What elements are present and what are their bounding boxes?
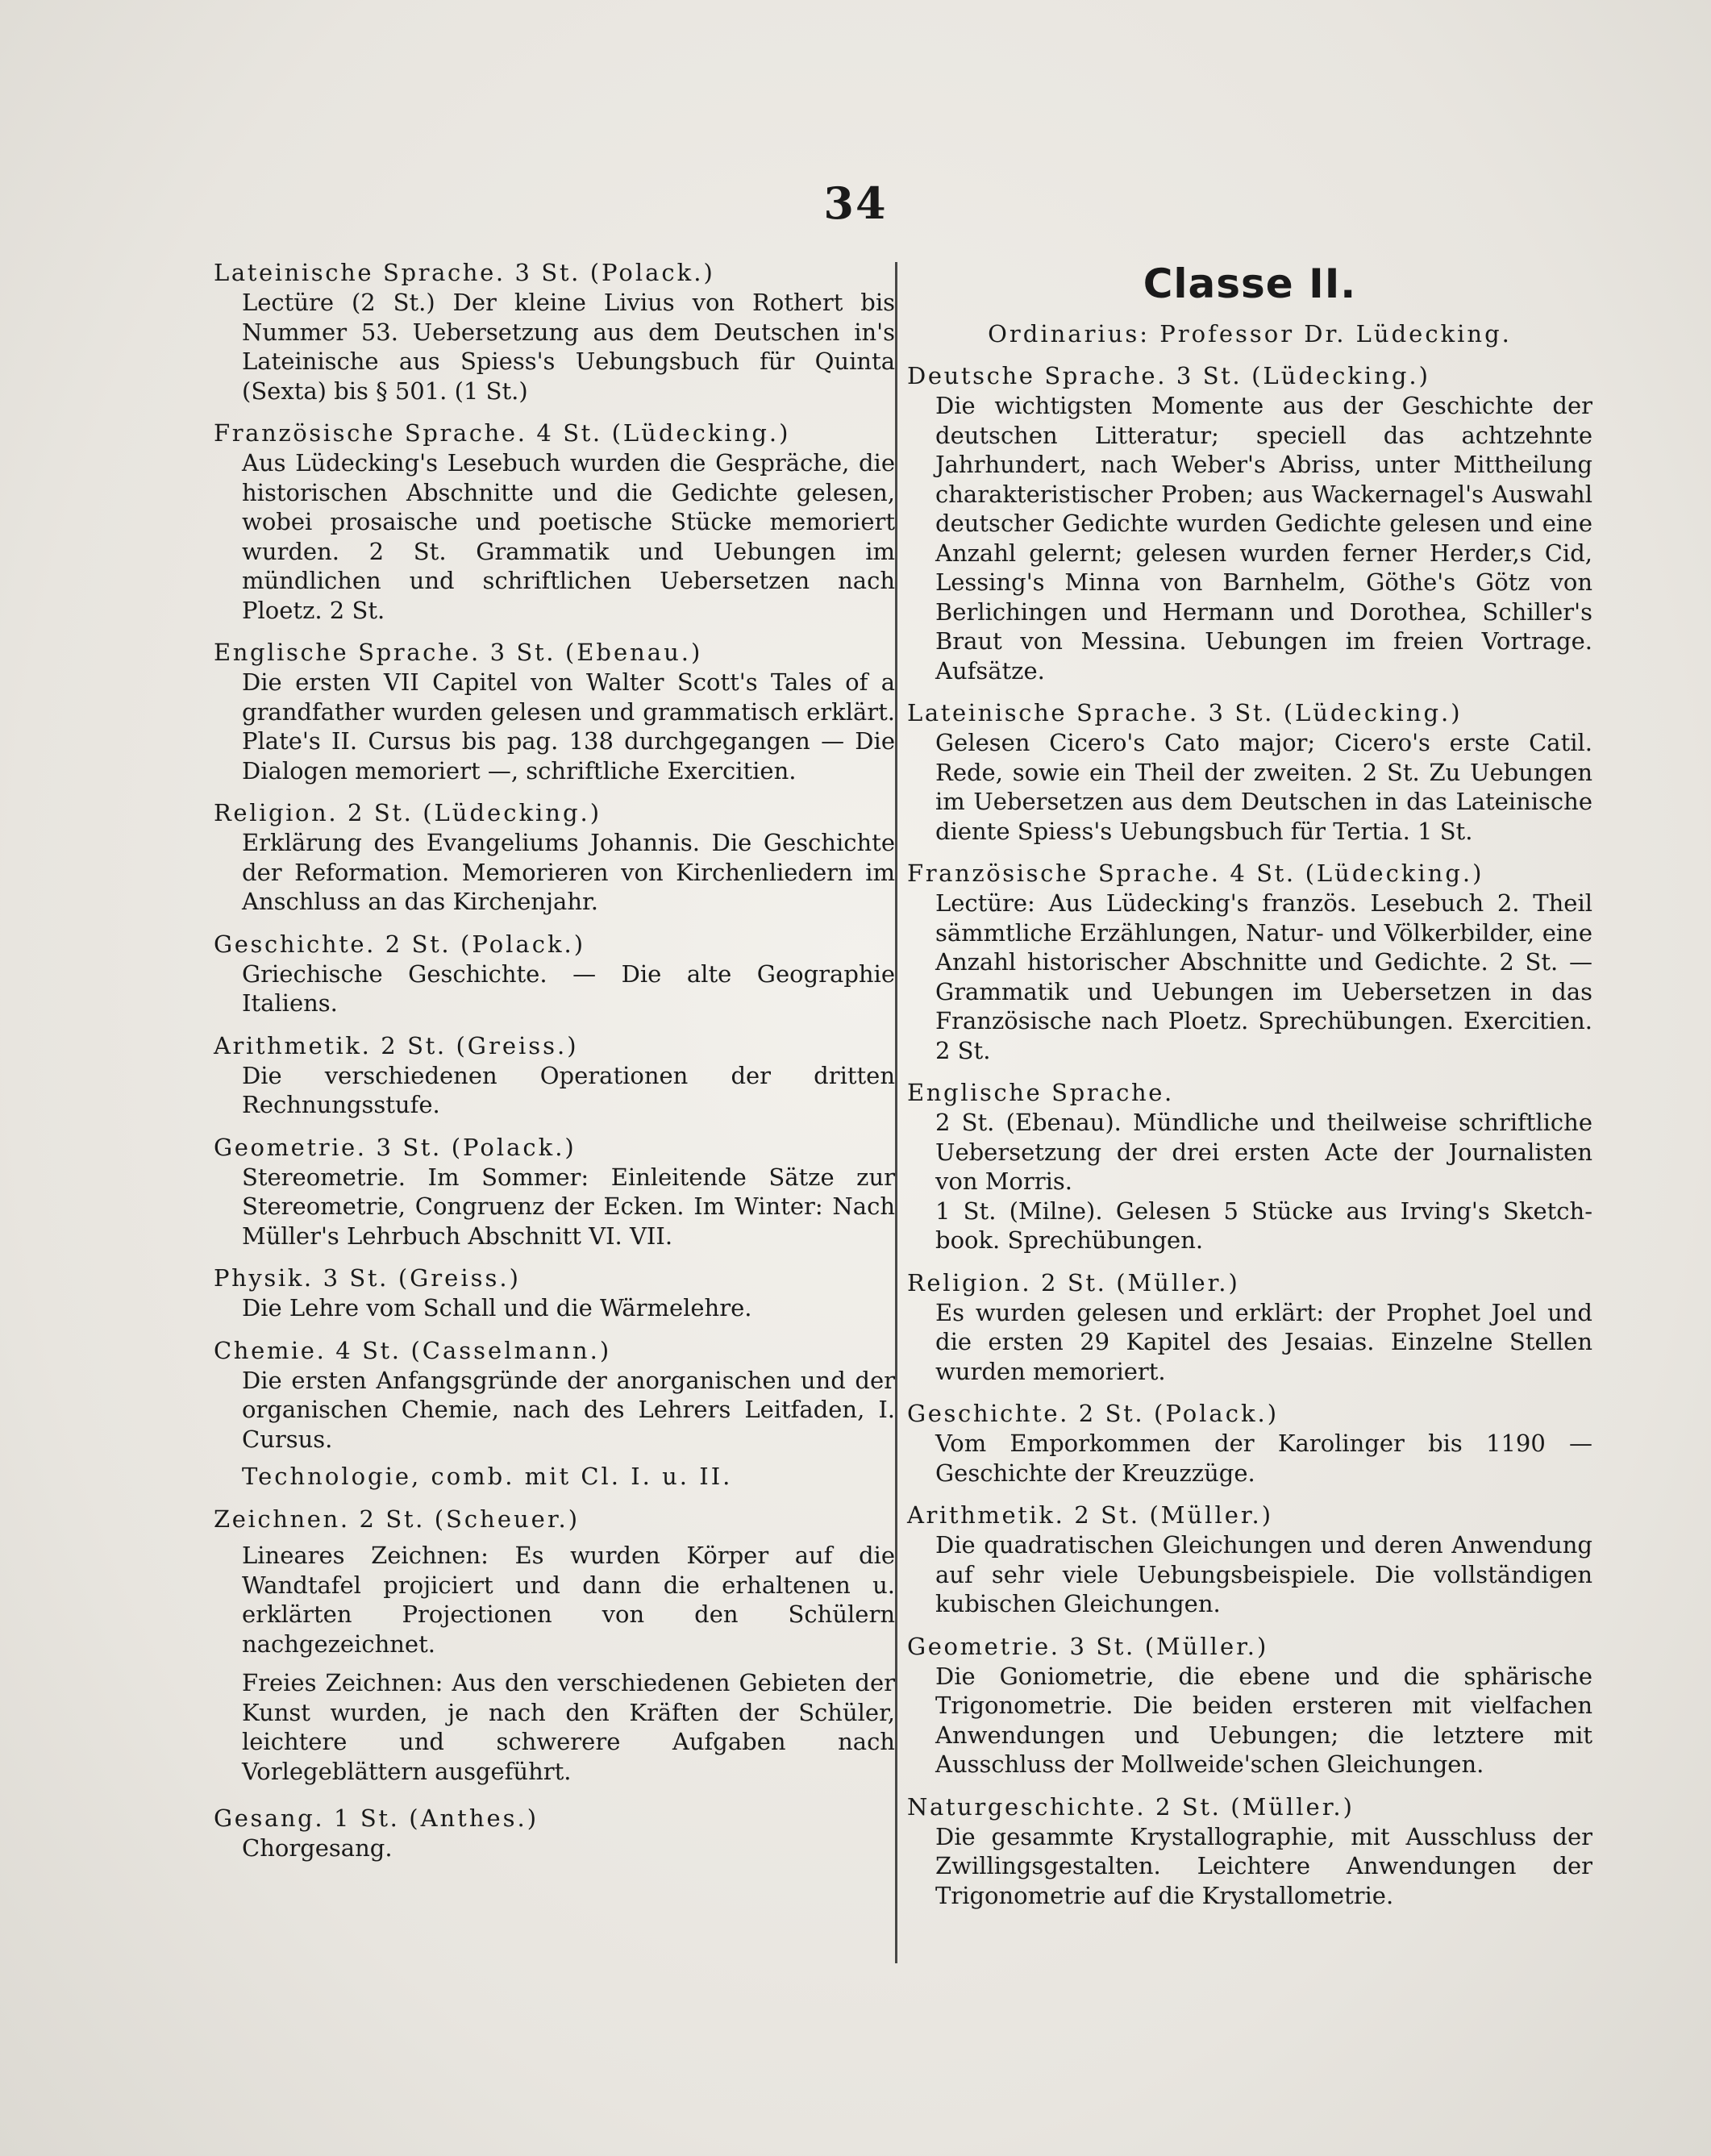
hours: 3 St. [1069, 1632, 1135, 1660]
hours: 4 St. [335, 1336, 402, 1364]
section-geometrie [907, 1632, 1592, 1779]
section-body: Die Goniometrie, die ebene und die sphärische Trigonometrie. Die beiden ersteren mit vielfachen Anwendungen und Uebungen; die letztere mit Ausschluss der Mollweide'schen Gleichungen. [935, 1662, 1592, 1778]
teacher: (Scheuer.) [434, 1505, 581, 1533]
teacher: (Lüdecking.) [1305, 859, 1484, 887]
hours: 1 St. [334, 1804, 400, 1832]
hours: 3 St. [1176, 362, 1243, 389]
section-body: Griechische Geschichte. — Die alte Geographie Italiens. [242, 959, 895, 1017]
subject-name: Geschichte. [214, 930, 376, 958]
section-body: Lectüre (2 St.) Der kleine Livius von Rothert bis Nummer 53. Uebersetzung aus dem Deutschen in's Lateinische aus Spiess's Uebungsbuch für Quinta (Sexta) bis § 501. (1 St.) [242, 289, 895, 405]
hours: 3 St. [323, 1264, 389, 1292]
subject-name: Französische Sprache. [214, 419, 527, 447]
section-geometrie [214, 1133, 895, 1251]
teacher: (Müller.) [1116, 1268, 1240, 1297]
hours: 2 St. [1155, 1792, 1222, 1821]
section-heading [214, 930, 895, 959]
section-zeichnen [214, 1505, 895, 1786]
section-body-2: Freies Zeichnen: Aus den verschiedenen Gebieten der Kunst wurden, je nach den Kräften der Schüler, leichtere und schwerere Aufgaben nach Vorlegeblättern ausgeführt. [242, 1669, 895, 1785]
section-heading [214, 638, 895, 668]
section-heading [214, 1031, 895, 1061]
section-body: Die verschiedenen Operationen der dritten Rechnungsstufe. [242, 1061, 895, 1118]
subject-name: Geometrie. [214, 1133, 367, 1161]
section-geschichte [214, 930, 895, 1018]
section-body: Stereometrie. Im Sommer: Einleitende Sätze zur Stereometrie, Congruenz der Ecken. Im Winter: Nach Müller's Lehrbuch Abschnitt VI. VII. [242, 1163, 895, 1250]
section-body: Lineares Zeichnen: Es wurden Körper auf die Wandtafel projiciert und dann die erhaltenen u. erklärten Projectionen von den Schülern nachgezeichnet. [242, 1542, 895, 1658]
section-lateinische-sprache [214, 258, 895, 406]
hours: 4 St. [536, 419, 602, 447]
subject-name: Englische Sprache. [907, 1079, 1174, 1106]
section-heading [214, 1804, 895, 1833]
subject-name: Arithmetik. [214, 1031, 372, 1059]
teacher: (Anthes.) [409, 1804, 539, 1832]
section-body: Erklärung des Evangeliums Johannis. Die Geschichte der Reformation. Memorieren von Kirchenliedern im Anschluss an das Kirchenjahr. [242, 829, 895, 915]
hours: 2 St. [1074, 1501, 1140, 1529]
section-body: Vom Emporkommen der Karolinger bis 1190 — Geschichte der Kreuzzüge. [935, 1430, 1592, 1487]
teacher: (Müller.) [1144, 1632, 1269, 1660]
teacher: (Lüdecking.) [1283, 699, 1463, 726]
section-body: Die ersten VII Capitel von Walter Scott's Tales of a grandfather wurden gelesen und grammatisch erklärt. Plate's II. Cursus bis pag. 138 durchgegangen — Die Dialogen memoriert —, schriftliche Exercitien. [242, 668, 895, 785]
section-arithmetik [907, 1500, 1592, 1619]
subject-name: Geometrie. [907, 1632, 1060, 1660]
section-arithmetik [214, 1031, 895, 1120]
left-column [214, 258, 895, 1876]
section-heading [214, 1263, 895, 1293]
subject-name: Lateinische Sprache. [214, 259, 506, 286]
teacher: (Lüdecking.) [611, 419, 791, 447]
subject-name: Lateinische Sprache. [907, 699, 1199, 726]
hours: 4 St. [1230, 859, 1296, 887]
section-heading [214, 798, 895, 828]
teacher: (Polack.) [1154, 1400, 1280, 1427]
section-heading [907, 361, 1592, 391]
teacher: (Müller.) [1149, 1501, 1274, 1529]
section-heading [214, 1336, 895, 1366]
teacher: (Ebenau.) [564, 639, 703, 666]
section-heading [214, 1505, 895, 1534]
section-body: Die ersten Anfangsgründe der anorganischen und der organischen Chemie, nach des Lehrers Leitfaden, I. Cursus. [242, 1366, 895, 1453]
subject-name: Chemie. [214, 1336, 327, 1364]
section-body: Lectüre: Aus Lüdecking's französ. Lesebuch 2. Theil sämmtliche Erzählungen, Natur- und Völkerbilder, eine Anzahl historischer Abschnitte und Gedichte. 2 St. — Grammatik und Uebungen im Uebersetzen in das Französische nach Ploetz. Sprechübungen. Exercitien. 2 St. [935, 889, 1592, 1064]
hours: 2 St. [385, 930, 452, 958]
subject-name: Zeichnen. [214, 1505, 350, 1533]
section-body: Chorgesang. [242, 1834, 393, 1862]
section-lateinische-sprache [907, 698, 1592, 846]
section-heading [907, 859, 1592, 889]
hours: 2 St. [1078, 1400, 1145, 1427]
section-geschichte [907, 1399, 1592, 1488]
section-naturgeschichte [907, 1792, 1592, 1911]
teacher: (Polack.) [451, 1133, 577, 1161]
subject-name: Geschichte. [907, 1400, 1069, 1427]
section-body: Aus Lüdecking's Lesebuch wurden die Gespräche, die historischen Abschnitte und die Gedichte gelesen, wobei prosaische und poetische Stücke memoriert wurden. 2 St. Grammatik und Uebungen im mündlichen und schriftlichen Uebersetzen nach Ploetz. 2 St. [242, 449, 895, 624]
hours: 2 St. [381, 1031, 447, 1059]
section-body: Es wurden gelesen und erklärt: der Prophet Joel und die ersten 29 Kapitel des Jesaias. Einzelne Stellen wurden memoriert. [935, 1298, 1592, 1385]
section-heading [214, 1133, 895, 1163]
section-religion [214, 798, 895, 917]
teacher: (Greiss.) [456, 1031, 579, 1059]
subject-name: Arithmetik. [907, 1501, 1065, 1529]
section-body-2: 1 St. (Milne). Gelesen 5 Stücke aus Irving's Sketch-book. Sprechübungen. [935, 1197, 1592, 1254]
sub-heading-technologie: Technologie, comb. mit Cl. I. u. II. [242, 1463, 733, 1490]
hours: 2 St. [347, 799, 414, 826]
section-gesang [214, 1804, 895, 1863]
subject-name: Gesang. [214, 1804, 325, 1832]
subject-name: Naturgeschichte. [907, 1792, 1147, 1821]
section-deutsche-sprache [907, 361, 1592, 685]
section-heading [907, 1268, 1592, 1298]
section-englische-sprache [214, 638, 895, 785]
hours: 3 St. [514, 259, 581, 286]
column-divider [895, 262, 897, 1963]
section-heading [214, 258, 895, 288]
section-heading [907, 1078, 1592, 1108]
hours: 3 St. [1208, 699, 1274, 726]
ordinarius-line: Ordinarius: Professor Dr. Lüdecking. [988, 320, 1512, 348]
section-heading [907, 698, 1592, 728]
hours: 2 St. [359, 1505, 425, 1533]
section-religion [907, 1268, 1592, 1387]
section-heading [907, 1632, 1592, 1662]
subject-name: Religion. [907, 1268, 1032, 1297]
section-heading [907, 1792, 1592, 1822]
section-chemie [214, 1336, 895, 1492]
teacher: (Lüdecking.) [423, 799, 602, 826]
section-body: Die wichtigsten Momente aus der Geschichte der deutschen Litteratur; speciell das achtzehnte Jahrhundert, nach Weber's Abriss, unter Mittheilung charakteristischer Proben; aus Wackernagel's Auswahl deutscher Gedichte wurden Gedichte gelesen und eine Anzahl gelernt; gelesen wurden ferner Herder,s Cid, Lessing's Minna von Barnhelm, Göthe's Götz von Berlichingen und Hermann und Dorothea, Schiller's Braut von Messina. Uebungen im freien Vortrage. Aufsätze. [935, 392, 1592, 685]
subject-name: Physik. [214, 1264, 314, 1292]
hours: 3 St. [376, 1133, 442, 1161]
section-heading [214, 418, 895, 448]
teacher: (Müller.) [1230, 1792, 1355, 1821]
section-body: Gelesen Cicero's Cato major; Cicero's erste Catil. Rede, sowie ein Theil der zweiten. 2 St. Zu Uebungen im Uebersetzen aus dem Deutschen in das Lateinische diente Spiess's Uebungsbuch für Tertia. 1 St. [935, 729, 1592, 845]
section-body: Die quadratischen Gleichungen und deren Anwendung auf sehr viele Uebungsbeispiele. Die vollständigen kubischen Gleichungen. [935, 1531, 1592, 1617]
teacher: (Greiss.) [398, 1264, 521, 1292]
subject-name: Französische Sprache. [907, 859, 1221, 887]
teacher: (Lüdecking.) [1251, 362, 1430, 389]
teacher: (Casselmann.) [410, 1336, 612, 1364]
section-physik [214, 1263, 895, 1323]
section-body: 2 St. (Ebenau). Mündliche und theilweise schriftliche Uebersetzung der drei ersten Acte der Journalisten von Morris. [935, 1109, 1592, 1195]
subject-name: Englische Sprache. [214, 639, 481, 666]
section-heading [907, 1399, 1592, 1429]
hours: 3 St. [489, 639, 556, 666]
section-franzoesische-sprache [907, 859, 1592, 1065]
page-number: 34 [823, 177, 888, 229]
teacher: (Polack.) [589, 259, 715, 286]
section-franzoesische-sprache [214, 418, 895, 625]
subject-name: Religion. [214, 799, 339, 826]
section-body: Die gesammte Krystallographie, mit Ausschluss der Zwillingsgestalten. Leichtere Anwendungen der Trigonometrie auf die Krystallometrie. [935, 1822, 1592, 1909]
class-title: Classe II. [1143, 260, 1357, 307]
hours: 2 St. [1040, 1268, 1107, 1297]
section-heading [907, 1500, 1592, 1530]
right-column [907, 258, 1592, 1923]
section-body: Die Lehre vom Schall und die Wärmelehre. [242, 1294, 752, 1321]
teacher: (Polack.) [460, 930, 586, 958]
subject-name: Deutsche Sprache. [907, 362, 1168, 389]
section-englische-sprache [907, 1078, 1592, 1255]
